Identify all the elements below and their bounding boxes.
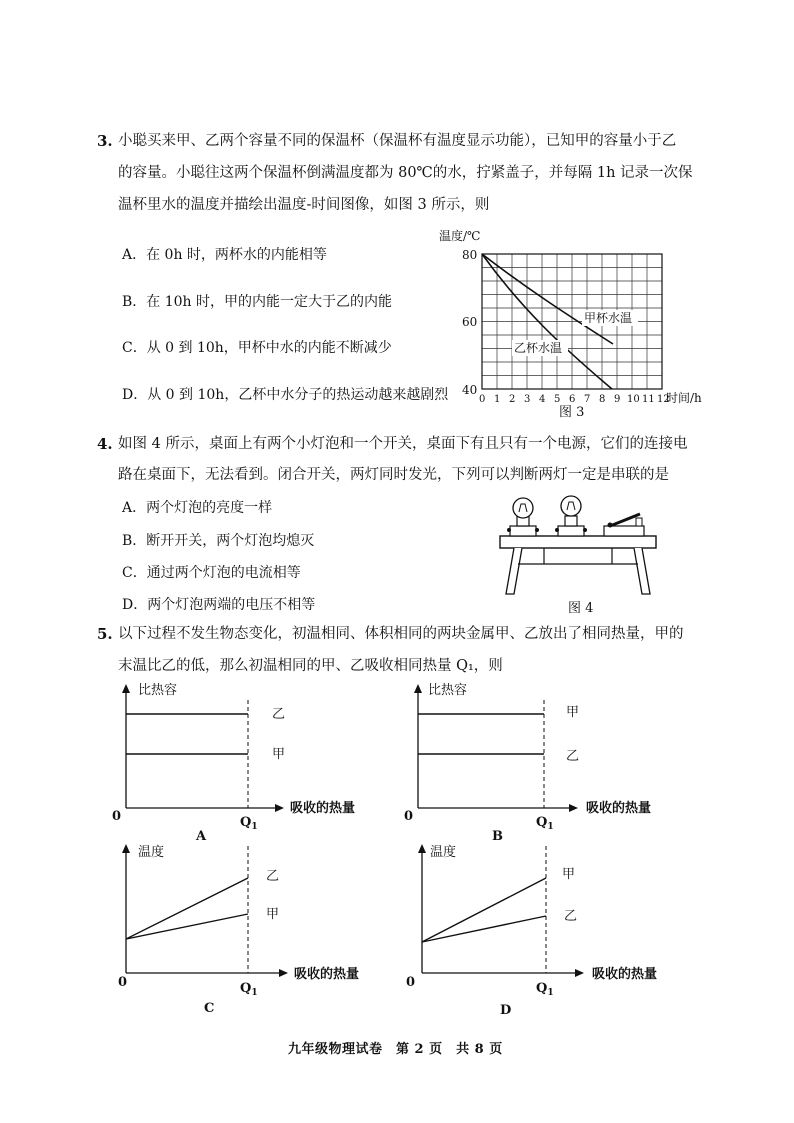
graph-c-lower-line [126,914,248,939]
graph-c-origin: 0 [118,975,128,990]
svg-text:Q1 [536,815,554,832]
fig3-xlabel: 时间/h [666,391,702,405]
graph-b-letter: B [492,829,503,840]
fig3-ytick-60: 60 [462,315,478,329]
q3-stem-line2: 的容量。小聪往这两个保温杯倒满温度都为 80℃的水，拧紧盖子，并每隔 1h 记录一次保 [118,165,693,181]
graph-d-origin: 0 [406,975,416,990]
graph-c-q-subscript: 1 [251,988,258,998]
graph-a-q-subscript: 1 [251,822,258,832]
graph-a-q-label: Q [240,815,252,830]
graph-a-letter: A [196,829,207,840]
q5-number: 5. [97,625,113,643]
graph-d-xlabel: 吸收的热量 [592,967,658,982]
svg-text:Q1 [240,981,258,998]
graph-b-origin: 0 [404,809,414,824]
q4-stem-line1: 如图 4 所示，桌面上有两个小灯泡和一个开关，桌面下有且只有一个电源，它们的连接电 [118,436,688,452]
fig3-ytick-40: 40 [462,383,478,397]
graph-d-upper-line [422,878,546,942]
q5-graph-c [108,840,378,1018]
figure-3-graph [436,226,706,422]
fig3-xtick-label: 1 [494,394,501,405]
graph-a-lower-label: 甲 [272,747,286,762]
q4-option-a: A．两个灯泡的亮度一样 [122,500,273,516]
bulb-2-icon [555,496,587,536]
tabletop [500,536,656,548]
q5-graph-b [404,680,674,840]
q3-stem-line3: 温杯里水的温度并描绘出温度-时间图像，如图 3 所示，则 [118,197,490,213]
q4-option-d: D．两个灯泡两端的电压不相等 [122,597,316,613]
fig3-ylabel: 温度/℃ [439,229,481,243]
fig3-label-jia: 甲杯水温 [584,311,633,325]
graph-b-upper-label: 甲 [566,705,580,720]
fig3-caption: 图 3 [559,405,585,420]
graph-a-upper-label: 乙 [272,707,286,722]
fig3-xtick-label: 3 [524,394,531,405]
fig3-xtick-label: 12 [657,394,670,405]
page-footer: 九年级物理试卷 第 2 页 共 8 页 [288,1042,503,1057]
figure-4-table-illustration [496,494,662,620]
graph-b-q-subscript: 1 [547,822,554,832]
q3-option-c: C．从 0 到 10h，甲杯中水的内能不断减少 [122,340,392,356]
fig4-caption: 图 4 [568,601,594,616]
svg-text:Q1 [536,981,554,998]
q4-number: 4. [97,435,113,453]
graph-b-q-label: Q [536,815,548,830]
graph-b-xlabel: 吸收的热量 [586,801,652,816]
fig3-xtick-label: 11 [642,394,655,405]
graph-d-ylabel: 温度 [430,845,457,860]
fig3-label-yi: 乙杯水温 [514,341,563,355]
fig3-xtick-label: 5 [554,394,561,405]
fig3-xtick-label: 7 [584,394,591,405]
q5-graph-a [108,680,378,840]
graph-d-lower-label: 乙 [564,909,578,924]
graph-c-ylabel: 温度 [138,845,165,860]
fig3-xtick-label: 10 [627,394,640,405]
q3-option-d: D．从 0 到 10h，乙杯中水分子的热运动越来越剧烈 [122,387,449,403]
q4-stem-line2: 路在桌面下，无法看到。闭合开关，两灯同时发光，下列可以判断两灯一定是串联的是 [118,467,669,483]
graph-d-q-label: Q [536,981,548,996]
svg-text:Q1 [240,815,258,832]
graph-b-ylabel: 比热容 [428,683,468,698]
switch-icon [604,514,644,536]
fig3-xtick-label: 2 [509,394,516,405]
bulb-1-icon [507,498,539,536]
graph-d-q-subscript: 1 [547,988,554,998]
graph-d-letter: D [500,1003,512,1018]
q3-number: 3. [97,132,113,150]
graph-c-upper-label: 乙 [266,869,280,884]
q3-stem-line1: 小聪买来甲、乙两个容量不同的保温杯（保温杯有温度显示功能），已知甲的容量小于乙 [118,133,677,149]
graph-c-upper-line [126,878,248,939]
q5-stem-line1: 以下过程不发生物态变化，初温相同、体积相同的两块金属甲、乙放出了相同热量，甲的 [118,626,684,642]
fig3-xtick-label: 6 [569,394,576,405]
graph-a-ylabel: 比热容 [138,683,178,698]
q4-option-b: B．断开开关，两个灯泡均熄灭 [122,533,315,549]
fig3-xtick-label: 8 [599,394,606,405]
q3-option-b: B．在 10h 时，甲的内能一定大于乙的内能 [122,294,393,310]
q3-option-a: A．在 0h 时，两杯水的内能相等 [122,247,327,263]
graph-d-upper-label: 甲 [562,867,576,882]
graph-c-xlabel: 吸收的热量 [294,967,360,982]
q4-option-c: C．通过两个灯泡的电流相等 [122,565,301,581]
fig3-xtick-label: 9 [614,394,621,405]
graph-a-xlabel: 吸收的热量 [290,801,356,816]
graph-b-lower-label: 乙 [566,749,580,764]
graph-c-q-label: Q [240,981,252,996]
graph-a-origin: 0 [112,809,122,824]
graph-c-letter: C [204,1001,215,1016]
graph-c-lower-label: 甲 [266,907,280,922]
q5-graph-d [404,840,684,1018]
fig3-ytick-80: 80 [462,248,478,262]
fig3-xtick-label: 4 [539,394,546,405]
graph-d-lower-line [422,916,546,942]
fig3-xtick-label: 0 [479,394,486,405]
q5-stem-line2: 末温比乙的低，那么初温相同的甲、乙吸收相同热量 Q₁，则 [118,658,503,674]
